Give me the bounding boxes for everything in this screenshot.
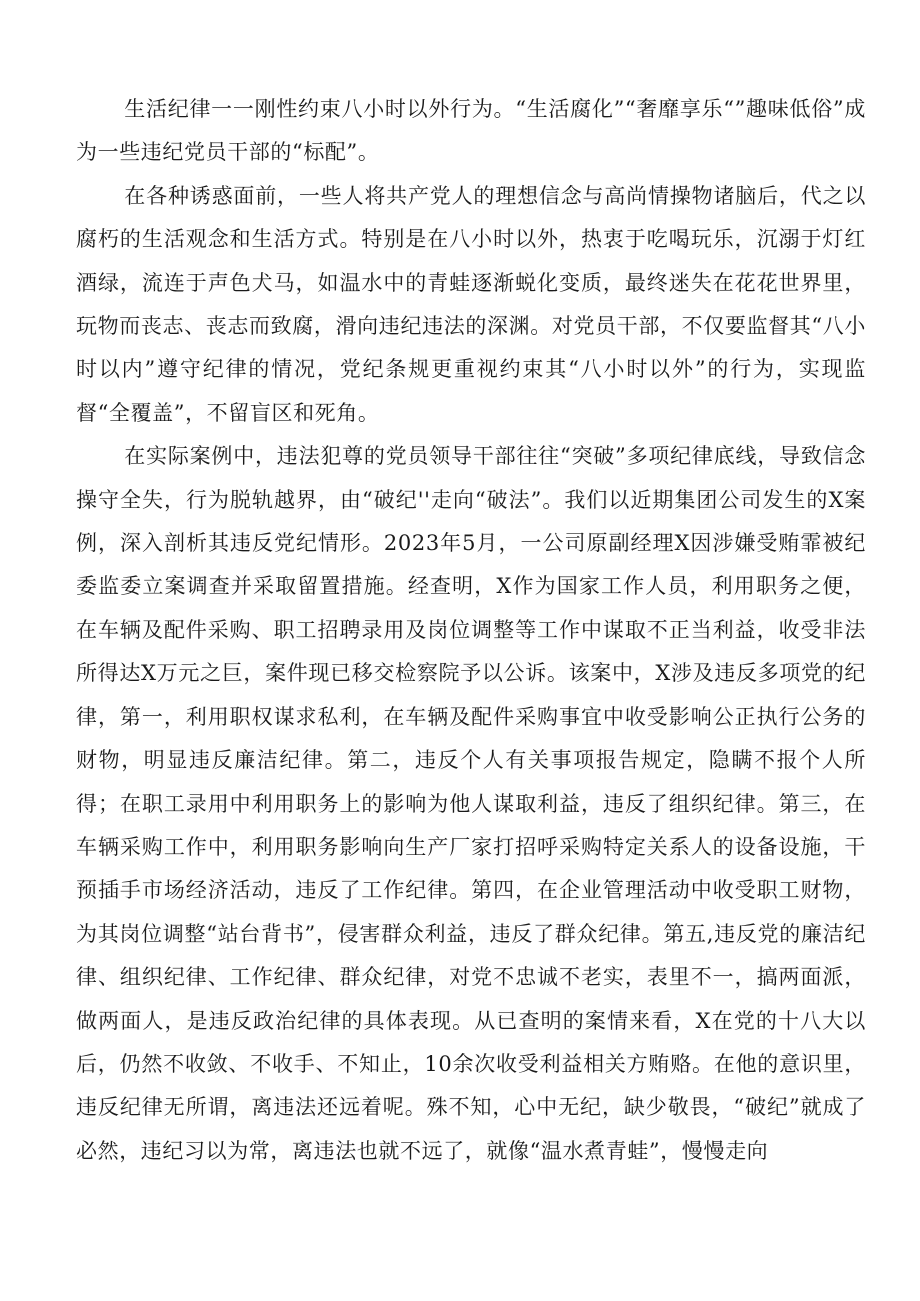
document-body bbox=[76, 88, 866, 1173]
paragraph-case-analysis: 在实际案例中，违法犯尊的党员领导干部往往“突破”多项纪律底线，导致信念操守全失，行为脱轨越界，由“破纪''走向“破法”。我们以近期集团公司发生的X案例，深入剖析其违反党纪情形。2023年5月，一公司原副经理X因涉嫌受贿霏被纪委监委立案调查并采取留置措施。经查明，X作为国家工作人员，利用职务之便，在车辆及配件采购、职工招聘录用及岗位调整等工作中谋取不正当利益，收受非法所得达X万元之巨，案件现已移交检察院予以公诉。该案中，X涉及违反多项党的纪律，第一，利用职权谋求私利，在车辆及配件采购事宜中收受影响公正执行公务的财物，明显违反廉洁纪律。第二，违反个人有关事项报告规定，隐瞒不报个人所得；在职工录用中利用职务上的影响为他人谋取利益，违反了组织纪律。第三，在车辆采购工作中，利用职务影响向生产厂家打招呼采购特定关系人的设备设施，干预插手市场经济活动，违反了工作纪律。第四，在企业管理活动中收受职工财物，为其岗位调整“站台背书”，侵害群众利益，违反了群众纪律。第五,违反党的廉洁纪律、组织纪律、工作纪律、群众纪律，对党不忠诚不老实，表里不一，搞两面派，做两面人，是违反政治纪律的具体表现。从已查明的案情来看，X在党的十八大以后，仍然不收敛、不收手、不知止，10余次收受利益相关方贿赂。在他的意识里，违反纪律无所谓，离违法还远着呢。殊不知，心中无纪，缺少敬畏，“破纪”就成了必然，违纪习以为常，离违法也就不远了，就像“温水煮青蛙”，慢慢走向 bbox=[76, 444, 866, 1163]
paragraph-temptations: 在各种诱惑面前，一些人将共产党人的理想信念与高尚情操物诸脑后，代之以腐朽的生活观念和生活方式。特别是在八小时以外，热衷于吃喝玩乐，沉溺于灯红酒绿，流连于声色犬马，如温水中的青蛙逐渐蜕化变质，最终迷失在花花世界里，玩物而丧志、丧志而致腐，滑向违纪违法的深渊。对党员干部，不仅要监督其“八小时以内”遵守纪律的情况，党纪条规更重视约束其“八小时以外”的行为，实现监督“全覆盖”，不留盲区和死角。 bbox=[76, 183, 866, 425]
paragraph-life-discipline: 生活纪律一一刚性约束八小时以外行为。“生活腐化”“奢靡享乐“”趣味低俗”成为一些违纪党员干部的“标配”。 bbox=[76, 97, 866, 165]
